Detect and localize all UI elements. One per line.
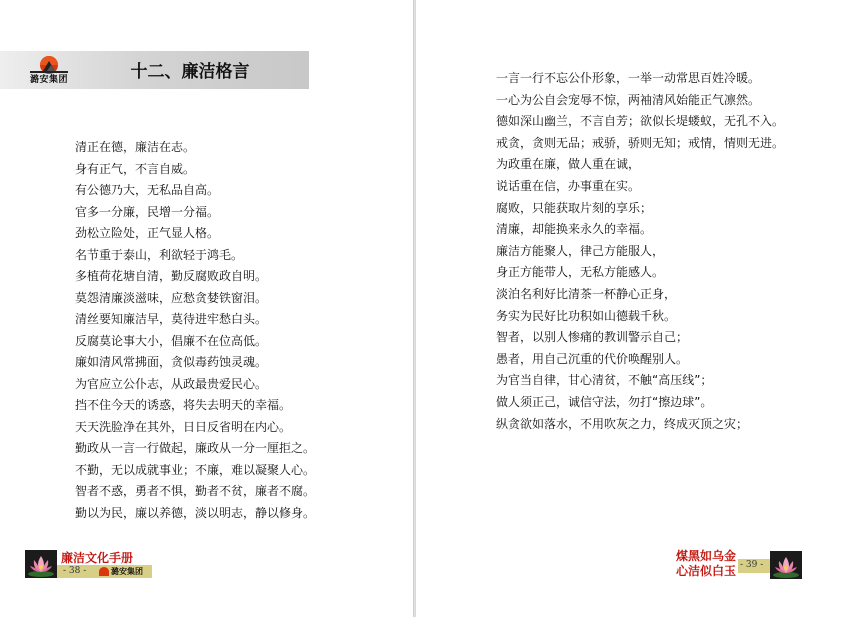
left-page (0, 0, 413, 617)
maxim-line: 戒贪，贪则无品；戒骄，骄则无知；戒情，情则无进。 (496, 135, 785, 150)
right-footer (672, 549, 822, 581)
maxim-line: 有公德乃大，无私品自高。 (75, 183, 220, 197)
maxim-line: 为官当自律，甘心清贫，不触“高压线”； (496, 373, 713, 388)
maxim-line: 勤以为民，廉以养德，淡以明志，静以修身。 (75, 505, 316, 520)
maxim-line: 官多一分廉，民增一分福。 (75, 204, 220, 219)
right-page (416, 0, 844, 617)
maxim-line: 为政重在廉，做人重在诚， (496, 157, 641, 172)
maxim-line: 说话重在信，办事重在实。 (496, 178, 641, 193)
page-number: - 39 - (740, 560, 764, 570)
lotus-image (770, 551, 802, 579)
maxim-line: 多植荷花塘自清，勤反腐败政自明。 (75, 269, 268, 283)
page-number-band (738, 559, 770, 573)
maxim-line: 清廉，却能换来永久的幸福。 (496, 222, 653, 237)
maxim-line: 愚者，用自己沉重的代价唤醒别人。 (496, 351, 689, 366)
page-number-band (57, 565, 152, 578)
footer-slogan (672, 549, 736, 579)
maxim-line: 勤政从一言一行做起，廉政从一分一厘拒之。 (75, 441, 316, 455)
maxim-line: 为官应立公仆志，从政最贵爱民心。 (75, 376, 268, 391)
lotus-image (25, 550, 57, 578)
company-logo (24, 52, 74, 88)
maxim-line: 纵贪欲如落水，不用吹灰之力，终成灭顶之灾； (496, 416, 749, 431)
maxim-line: 天天洗脸净在其外，日日反省明在内心。 (75, 419, 292, 434)
maxim-line: 身有正气，不言自威。 (75, 161, 196, 176)
lotus-icon (770, 551, 802, 579)
slogan-line-2: 心洁似白玉 (675, 564, 736, 578)
maxim-line: 廉如清风常拂面，贪似毒药蚀灵魂。 (75, 355, 268, 369)
maxim-line: 腐败，只能获取片刻的享乐； (496, 200, 653, 215)
maxim-line: 不勤，无以成就事业；不廉，难以凝聚人心。 (75, 462, 316, 477)
lotus-icon (25, 550, 57, 578)
maxim-line: 务实为民好比功积如山德载千秋。 (496, 308, 677, 323)
maxim-line: 清正在德，廉洁在志。 (75, 140, 196, 154)
chapter-title: 十二、廉洁格言 (130, 62, 250, 82)
maxim-line: 名节重于泰山，利欲轻于鸿毛。 (75, 247, 244, 262)
maxim-line: 智者不惑，勇者不惧，勤者不贫，廉者不腐。 (75, 484, 316, 498)
maxim-line: 廉洁方能聚人，律己方能服人， (496, 243, 665, 258)
footer-brand-logo (99, 566, 151, 577)
maxim-line: 智者，以别人惨痛的教训警示自己； (496, 330, 689, 345)
slogan-line-1: 煤黑如乌金 (675, 549, 736, 563)
maxims-list-right (496, 68, 826, 435)
maxim-line: 做人须正己，诚信守法，勿打“擦边球”。 (496, 394, 713, 409)
maxim-line: 劲松立险处，正气显人格。 (75, 226, 220, 240)
maxim-line: 清丝要知廉洁早，莫待进牢愁白头。 (75, 312, 268, 326)
maxim-line: 莫怨清廉淡滋味，应愁贪婪铁窗泪。 (75, 290, 268, 305)
maxim-line: 挡不住今天的诱惑，将失去明天的幸福。 (75, 398, 292, 412)
handbook-title: 廉洁文化手册 (61, 551, 134, 565)
left-footer (25, 550, 145, 578)
sun-logo-icon (99, 567, 109, 576)
maxim-line: 反腐莫论事大小，倡廉不在位高低。 (75, 333, 268, 348)
maxim-line: 身正方能带人，无私方能感人。 (496, 265, 665, 280)
sun-logo-icon (24, 52, 74, 74)
page-number: - 38 - (63, 566, 87, 576)
logo-brand-text: 潞安集团 (29, 75, 68, 85)
maxims-list-left (75, 137, 395, 524)
footer-brand-text: 潞安集团 (111, 567, 143, 576)
maxim-line: 德如深山幽兰，不言自芳；欲似长堤蝼蚁，无孔不入。 (496, 114, 785, 129)
maxim-line: 淡泊名利好比清茶一杯静心正身， (496, 286, 677, 301)
maxim-line: 一言一行不忘公仆形象，一举一动常思百姓冷暖。 (496, 71, 761, 85)
maxim-line: 一心为公自会宠辱不惊，两袖清风始能正气凛然。 (496, 92, 761, 107)
